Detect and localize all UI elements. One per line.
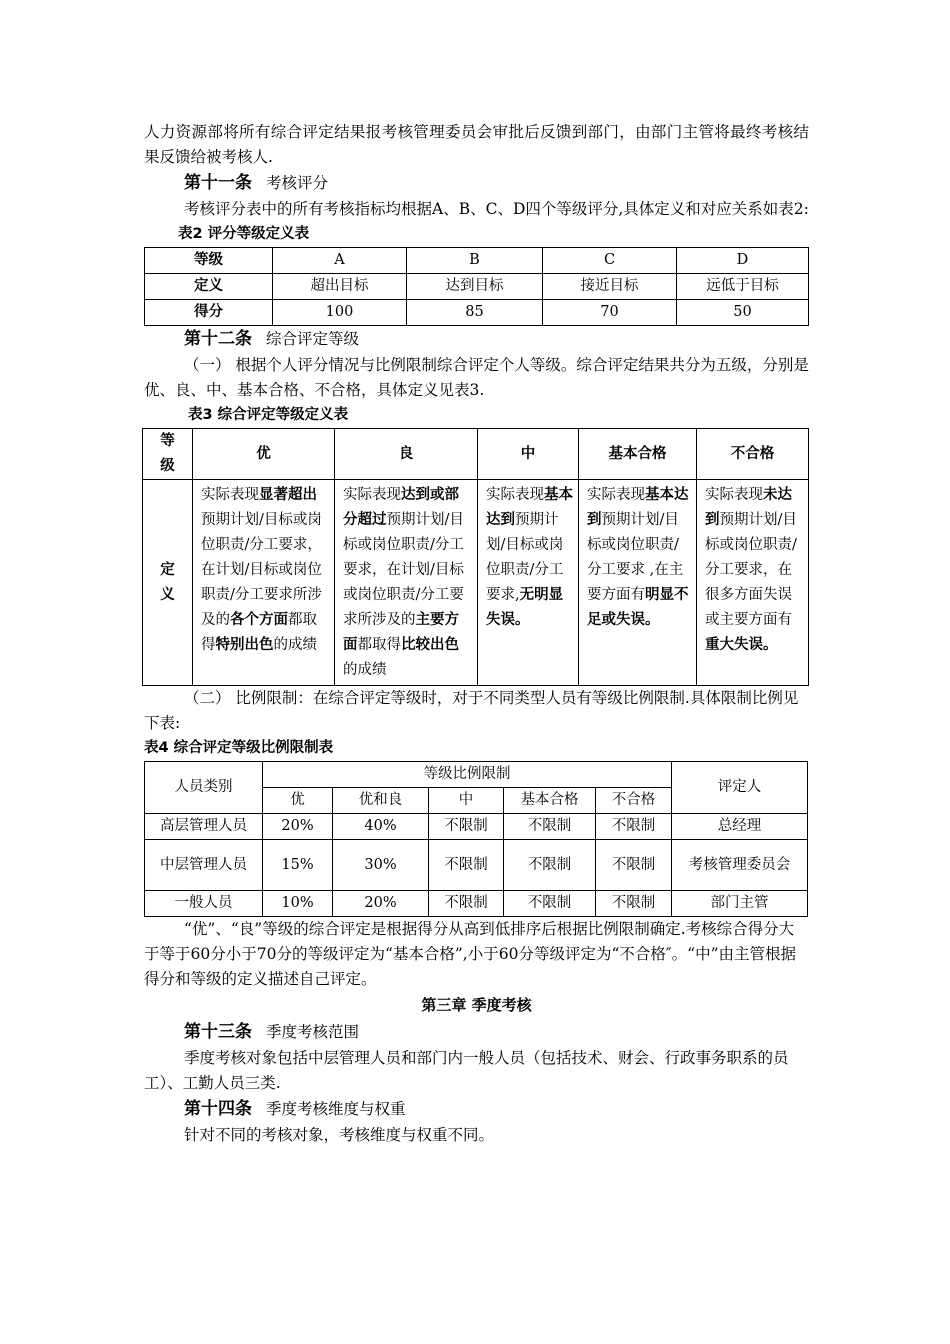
- table-row: [143, 480, 809, 686]
- ratio-cell: 不限制: [596, 840, 672, 891]
- table-3-caption: 表3 综合评定等级定义表: [188, 407, 349, 423]
- table-row: [145, 300, 809, 326]
- level-header: 中: [478, 429, 579, 480]
- level-header: 优和良: [333, 788, 429, 814]
- table-row: [145, 762, 808, 788]
- definition-cell: 接近目标: [543, 274, 677, 300]
- ratio-cell: 10%: [263, 891, 333, 917]
- table-2-row-header: 定义: [145, 274, 273, 300]
- ratio-cell: 30%: [333, 840, 429, 891]
- definition-good: 实际表现达到或部分超过预期计划/目标或岗位职责/分工要求，在计划/目标或岗位职责/分工要求所涉及的主要方面都取得比较出色的成绩: [335, 480, 478, 686]
- table-4-caption: 表4 综合评定等级比例限制表: [144, 740, 334, 756]
- ratio-cell: 不限制: [504, 814, 596, 840]
- ratio-cell: 20%: [333, 891, 429, 917]
- ratio-cell: 不限制: [596, 891, 672, 917]
- table-row: [145, 814, 808, 840]
- definition-fail: 实际表现未达到预期计划/目标或岗位职责/分工要求，在很多方面失误或主要方面有重大失误。: [697, 480, 809, 686]
- definition-cell: 达到目标: [407, 274, 543, 300]
- article-14-paragraph: 针对不同的考核对象，考核维度与权重不同。: [184, 1126, 495, 1144]
- definition-excellent: 实际表现显著超出预期计划/目标或岗位职责/分工要求，在计划/目标或岗位职责/分工要求所涉及的各个方面都取得特别出色的成绩: [193, 480, 335, 686]
- table-row: [145, 274, 809, 300]
- table-2-row-header: 等级: [145, 248, 273, 274]
- definition-average: 实际表现基本达到预期计划/目标或岗位职责/分工要求,无明显失误。: [478, 480, 579, 686]
- personnel-type: 一般人员: [145, 891, 263, 917]
- article-13-title: 第十三条: [184, 1022, 252, 1042]
- table-3-level-definitions: [142, 428, 809, 686]
- table-row: [145, 248, 809, 274]
- ratio-cell: 不限制: [504, 891, 596, 917]
- article-12-subtitle: 综合评定等级: [266, 330, 360, 348]
- article-11-heading: [144, 170, 809, 197]
- article-11-subtitle: 考核评分: [266, 174, 329, 192]
- score-cell: 100: [273, 300, 407, 326]
- article-12-item-2: （二） 比例限制：在综合评定等级时，对于不同类型人员有等级比例限制.具体限制比例见下表:: [144, 689, 799, 732]
- grade-cell: A: [273, 248, 407, 274]
- evaluator-cell: 总经理: [672, 814, 808, 840]
- document-page: [144, 120, 809, 1148]
- grade-cell: C: [543, 248, 677, 274]
- article-11-paragraph: 考核评分表中的所有考核指标均根据A、B、C、D四个等级评分,具体定义和对应关系如表2:: [184, 200, 809, 218]
- evaluator-cell: 部门主管: [672, 891, 808, 917]
- chapter-3-title: 第三章 季度考核: [421, 996, 532, 1014]
- definition-cell: 超出目标: [273, 274, 407, 300]
- table-3-header-label: 等级: [143, 429, 193, 480]
- level-header: 优: [193, 429, 335, 480]
- table-4-ratio-limits: [144, 761, 808, 917]
- note-paragraph: “优”、“良”等级的综合评定是根据得分从高到低排序后根据比例限制确定.考核综合得分大于等于60分小于70分的等级评定为“基本合格”,小于60分等级评定为“不合格″。“中”由主管根据得分和等级的定义描述自己评定。: [144, 920, 797, 988]
- article-13-paragraph: 季度考核对象包括中层管理人员和部门内一般人员（包括技术、财会、行政事务职系的员工）、工勤人员三类.: [144, 1049, 789, 1092]
- table-3-def-label: 定义: [143, 480, 193, 686]
- evaluator-header: 评定人: [672, 762, 808, 814]
- level-header: 优: [263, 788, 333, 814]
- table-row: [145, 840, 808, 891]
- article-12-heading: [144, 326, 809, 353]
- grade-cell: D: [677, 248, 809, 274]
- ratio-cell: 不限制: [596, 814, 672, 840]
- ratio-cell: 不限制: [429, 840, 504, 891]
- article-14-subtitle: 季度考核维度与权重: [266, 1100, 406, 1118]
- article-14-title: 第十四条: [184, 1099, 252, 1119]
- ratio-cell: 40%: [333, 814, 429, 840]
- level-header: 良: [335, 429, 478, 480]
- intro-paragraph: 人力资源部将所有综合评定结果报考核管理委员会审批后反馈到部门，由部门主管将最终考核结果反馈给被考核人.: [144, 123, 809, 166]
- table-2-caption: 表2 评分等级定义表: [178, 226, 310, 242]
- article-12-item-1: （一） 根据个人评分情况与比例限制综合评定个人等级。综合评定结果共分为五级，分别是优、良、中、基本合格、不合格，具体定义见表3.: [144, 356, 809, 399]
- article-12-title: 第十二条: [184, 329, 252, 349]
- definition-cell: 远低于目标: [677, 274, 809, 300]
- personnel-type: 中层管理人员: [145, 840, 263, 891]
- level-header: 不合格: [697, 429, 809, 480]
- level-header: 中: [429, 788, 504, 814]
- level-header: 基本合格: [504, 788, 596, 814]
- score-cell: 50: [677, 300, 809, 326]
- personnel-header: 人员类别: [145, 762, 263, 814]
- ratio-group-header: 等级比例限制: [263, 762, 672, 788]
- score-cell: 85: [407, 300, 543, 326]
- ratio-cell: 15%: [263, 840, 333, 891]
- level-header: 不合格: [596, 788, 672, 814]
- ratio-cell: 20%: [263, 814, 333, 840]
- ratio-cell: 不限制: [504, 840, 596, 891]
- article-11-title: 第十一条: [184, 173, 252, 193]
- ratio-cell: 不限制: [429, 814, 504, 840]
- definition-basic-pass: 实际表现基本达到预期计划/目标或岗位职责/分工要求 ,在主要方面有明显不足或失误。: [579, 480, 697, 686]
- evaluator-cell: 考核管理委员会: [672, 840, 808, 891]
- article-14-heading: [144, 1096, 809, 1123]
- personnel-type: 高层管理人员: [145, 814, 263, 840]
- table-2-grade-definitions: [144, 247, 809, 326]
- score-cell: 70: [543, 300, 677, 326]
- article-13-subtitle: 季度考核范围: [266, 1023, 360, 1041]
- level-header: 基本合格: [579, 429, 697, 480]
- table-row: [145, 891, 808, 917]
- article-13-heading: [144, 1019, 809, 1046]
- table-2-row-header: 得分: [145, 300, 273, 326]
- ratio-cell: 不限制: [429, 891, 504, 917]
- table-row: [143, 429, 809, 480]
- grade-cell: B: [407, 248, 543, 274]
